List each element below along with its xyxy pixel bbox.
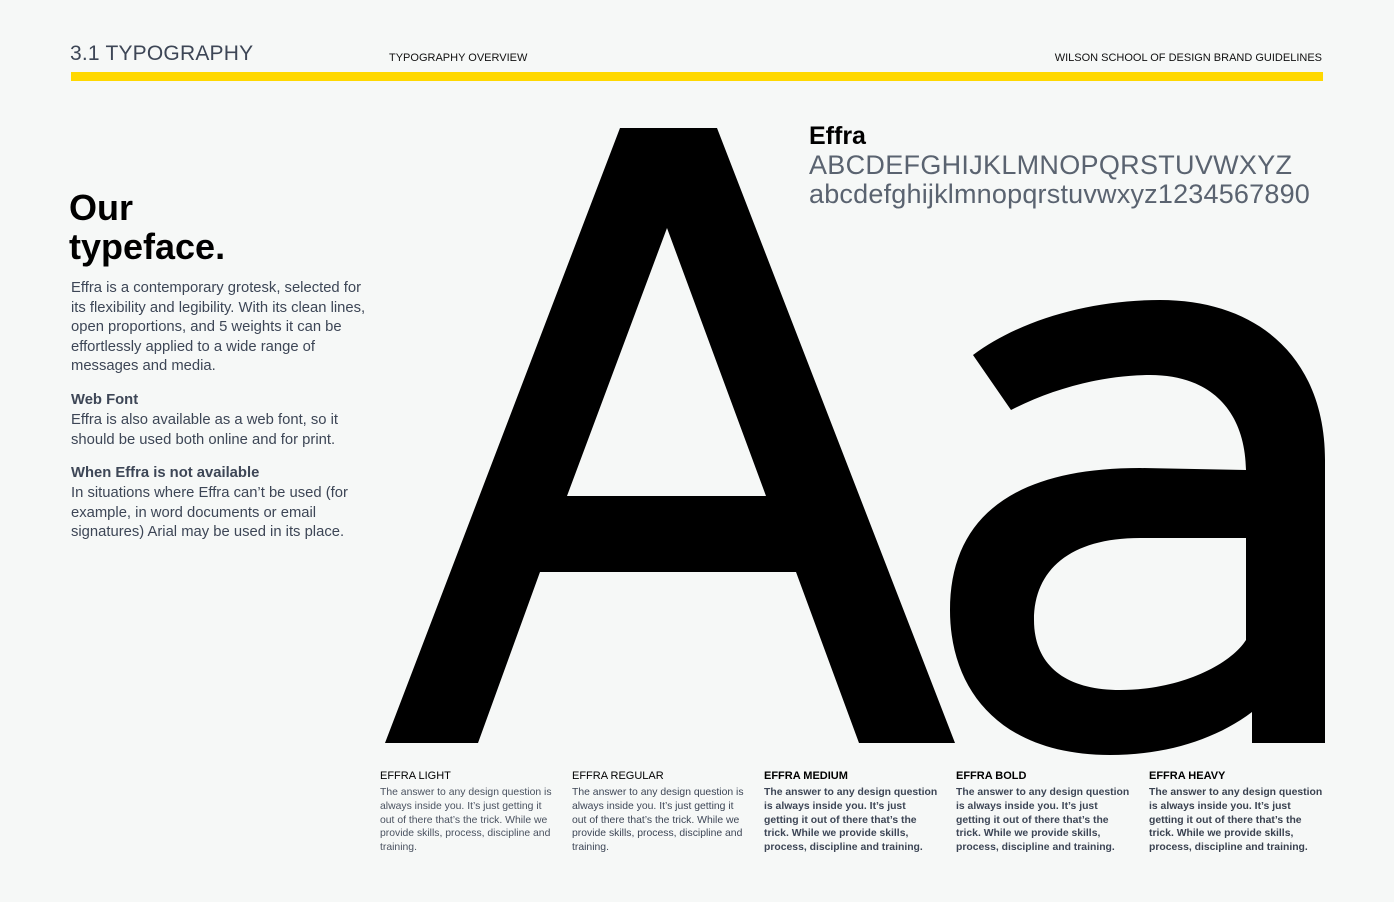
weight-name: EFFRA LIGHT [380, 770, 451, 782]
not-available-heading: When Effra is not available [71, 465, 260, 481]
weight-sample: The answer to any design question is always inside you. It’s just getting it out of there that’s the trick. While we provide skills, process, discipline and training. [764, 787, 938, 854]
not-available-text: In situations where Effra can’t be used (for example, in word documents or email signatures) Arial may be used in its place. [71, 485, 348, 540]
weight-sample: The answer to any design question is always inside you. It’s just getting it out of there that’s the trick. While we provide skills, process, discipline and training. [572, 787, 744, 854]
weight-sample: The answer to any design question is always inside you. It’s just getting it out of there that’s the trick. While we provide skills, process, discipline and training. [1149, 787, 1323, 854]
header-rule [71, 72, 1323, 81]
weight-sample: The answer to any design question is always inside you. It’s just getting it out of there that’s the trick. While we provide skills, process, discipline and training. [956, 787, 1130, 854]
intro-text: Effra is a contemporary grotesk, selected for its flexibility and legibility. With its clean lines, open proportions, and 5 weights it can be effortlessly applied to a wide range of messages and media. [71, 280, 366, 374]
weight-medium [764, 770, 942, 855]
weight-light [380, 770, 558, 855]
page-heading [69, 188, 225, 266]
lowercase-alphabet: abcdefghijklmnopqrstuvwxyz1234567890 [809, 179, 1311, 209]
section-title: 3.1 TYPOGRAPHY [70, 42, 254, 65]
glyph-lowercase-a [950, 300, 1325, 755]
weight-heavy [1149, 770, 1327, 855]
web-font-text: Effra is also available as a web font, so it should be used both online and for print. [71, 412, 339, 448]
weight-name: EFFRA MEDIUM [764, 770, 848, 782]
font-name: Effra [809, 122, 866, 150]
heading-line-2: typeface. [69, 226, 226, 267]
weight-name: EFFRA BOLD [956, 770, 1027, 782]
glyph-specimen [380, 120, 1330, 760]
overview-label: TYPOGRAPHY OVERVIEW [389, 52, 528, 64]
weight-sample: The answer to any design question is always inside you. It’s just getting it out of there that’s the trick. While we provide skills, process, discipline and training. [380, 787, 552, 854]
web-font-heading: Web Font [71, 392, 139, 408]
glyph-capital-a [385, 128, 955, 743]
heading-line-1: Our [69, 187, 134, 228]
weight-name: EFFRA REGULAR [572, 770, 664, 782]
weight-regular [572, 770, 750, 855]
weight-name: EFFRA HEAVY [1149, 770, 1226, 782]
uppercase-alphabet: ABCDEFGHIJKLMNOPQRSTUVWXYZ [809, 150, 1293, 180]
brand-label: WILSON SCHOOL OF DESIGN BRAND GUIDELINES [1054, 52, 1322, 64]
weight-bold [956, 770, 1134, 855]
